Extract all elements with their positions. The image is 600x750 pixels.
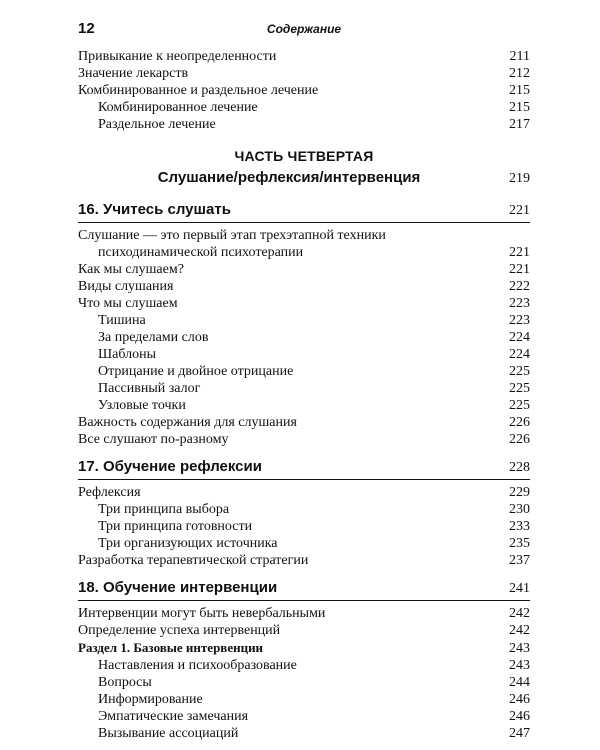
page-number: 12 <box>78 20 95 37</box>
toc-entry-page: 235 <box>509 536 530 551</box>
toc-subentry <box>78 116 530 133</box>
toc-entry-page: 223 <box>509 313 530 328</box>
toc-entry <box>78 65 530 82</box>
toc-subentry <box>78 657 530 674</box>
toc-entry-title: Отрицание и двойное отрицание <box>98 364 294 379</box>
toc-entry <box>78 48 530 65</box>
part-title: ЧАСТЬ ЧЕТВЕРТАЯ <box>234 148 374 164</box>
toc-entry-page: 242 <box>509 623 530 638</box>
toc-entry <box>78 295 530 312</box>
toc-entry-page: 224 <box>509 347 530 362</box>
toc-entry-page: 243 <box>509 641 530 656</box>
toc-entry-title: Виды слушания <box>78 279 174 294</box>
toc-entry <box>78 484 530 501</box>
toc-entry-title: Три организующих источника <box>98 536 278 551</box>
toc-entry-page: 225 <box>509 398 530 413</box>
chapter-heading-16 <box>78 201 530 223</box>
toc-subentry <box>78 674 530 691</box>
chapter-heading-18 <box>78 579 530 601</box>
toc-entry-title: Что мы слушаем <box>78 296 178 311</box>
toc-entry-title: Три принципа готовности <box>98 519 253 534</box>
toc-entry-title: Привыкание к неопределенности <box>78 49 277 64</box>
toc-subentry <box>78 397 530 414</box>
toc-subentry <box>78 725 530 742</box>
toc-entry-page: 230 <box>509 502 530 517</box>
toc-entry <box>78 622 530 639</box>
toc-entry-title: Определение успеха интервенций <box>78 623 281 638</box>
toc-entry-page: 215 <box>509 83 530 98</box>
toc-entry-title: Важность содержания для слушания <box>78 415 297 430</box>
toc-entry-line-2: психодинамической психотерапии <box>98 245 304 260</box>
toc-entry-title: Все слушают по-разному <box>78 432 229 447</box>
running-title: Содержание <box>266 22 342 36</box>
page-header <box>78 20 530 38</box>
toc-entry-page: 247 <box>509 726 530 741</box>
chapter-title: 16. Учитесь слушать <box>78 201 231 218</box>
toc-entry-page: 217 <box>509 117 530 132</box>
toc-entry-page: 243 <box>509 658 530 673</box>
toc-entry <box>78 414 530 431</box>
toc-subentry <box>78 535 530 552</box>
chapter-page: 221 <box>509 203 530 218</box>
toc-entry-page: 212 <box>509 66 530 81</box>
toc-entry-title: Наставления и психообразование <box>98 658 297 673</box>
toc-entry <box>78 278 530 295</box>
toc-entry-title: Комбинированное и раздельное лечение <box>78 83 319 98</box>
toc-entry-title: Интервенции могут быть невербальными <box>78 606 326 621</box>
toc-subentry <box>78 99 530 116</box>
toc-page <box>78 20 530 742</box>
toc-entry-title: Эмпатические замечания <box>98 709 249 724</box>
toc-section-title: Раздел 1. Базовые интервенции <box>78 640 264 655</box>
chapter-title: 17. Обучение рефлексии <box>78 458 262 475</box>
toc-entry-title: Информирование <box>98 692 203 707</box>
toc-entry <box>78 552 530 569</box>
toc-subentry <box>78 708 530 725</box>
top-entries <box>78 48 530 133</box>
toc-entry-page: 215 <box>509 100 530 115</box>
chapter-page: 241 <box>509 581 530 596</box>
toc-entry-title: Комбинированное лечение <box>98 100 258 115</box>
toc-entry-title: Разработка терапевтической стратегии <box>78 553 309 568</box>
toc-entry-page: 224 <box>509 330 530 345</box>
toc-subentry <box>78 346 530 363</box>
toc-entry-title <box>78 227 500 261</box>
toc-entry-page: 223 <box>509 296 530 311</box>
toc-entry <box>78 82 530 99</box>
toc-entry-title: Как мы слушаем? <box>78 262 184 277</box>
toc-entry-page: 242 <box>509 606 530 621</box>
toc-entry-title: За пределами слов <box>98 330 209 345</box>
toc-entry-title: Узловые точки <box>98 398 186 413</box>
chapter-title: 18. Обучение интервенции <box>78 579 278 596</box>
toc-entry-page: 225 <box>509 364 530 379</box>
part-subtitle: Слушание/рефлексия/интервенция <box>157 169 421 186</box>
toc-entry-page: 211 <box>509 49 530 64</box>
toc-subentry <box>78 501 530 518</box>
toc-entry-title: Пассивный залог <box>98 381 201 396</box>
toc-entry-page: 244 <box>509 675 530 690</box>
toc-entry-page: 226 <box>509 432 530 447</box>
toc-entry-title: Три принципа выбора <box>98 502 230 517</box>
toc-entry-page: 222 <box>509 279 530 294</box>
toc-subentry <box>78 363 530 380</box>
toc-entry-page: 237 <box>509 553 530 568</box>
toc-entry-title: Раздельное лечение <box>98 117 216 132</box>
toc-entry <box>78 431 530 448</box>
toc-entry-page: 226 <box>509 415 530 430</box>
toc-entry-page: 246 <box>509 709 530 724</box>
toc-subentry <box>78 691 530 708</box>
toc-entry <box>78 605 530 622</box>
toc-entry-title: Шаблоны <box>98 347 156 362</box>
chapter-heading-17 <box>78 458 530 480</box>
toc-subentry <box>78 312 530 329</box>
toc-subentry <box>78 518 530 535</box>
toc-entry-title: Тишина <box>98 313 146 328</box>
toc-entry-page: 233 <box>509 519 530 534</box>
chapter-page: 228 <box>509 460 530 475</box>
toc-entry-title: Вопросы <box>98 675 152 690</box>
part-page: 219 <box>509 171 530 186</box>
toc-entry-line-1: Слушание — это первый этап трехэтапной техники <box>78 228 386 243</box>
toc-entry-title: Вызывание ассоциаций <box>98 726 239 741</box>
toc-entry-title: Рефлексия <box>78 485 141 500</box>
toc-entry-page: 221 <box>509 262 530 277</box>
toc-subentry <box>78 329 530 346</box>
toc-entry-page: 225 <box>509 381 530 396</box>
toc-entry-page: 229 <box>509 485 530 500</box>
toc-entry <box>78 227 530 261</box>
toc-entry <box>78 261 530 278</box>
toc-section <box>78 639 530 657</box>
toc-entry-title: Значение лекарств <box>78 66 189 81</box>
part-subtitle-row <box>78 169 530 187</box>
toc-entry-page: 221 <box>509 245 530 260</box>
toc-subentry <box>78 380 530 397</box>
toc-entry-page: 246 <box>509 692 530 707</box>
